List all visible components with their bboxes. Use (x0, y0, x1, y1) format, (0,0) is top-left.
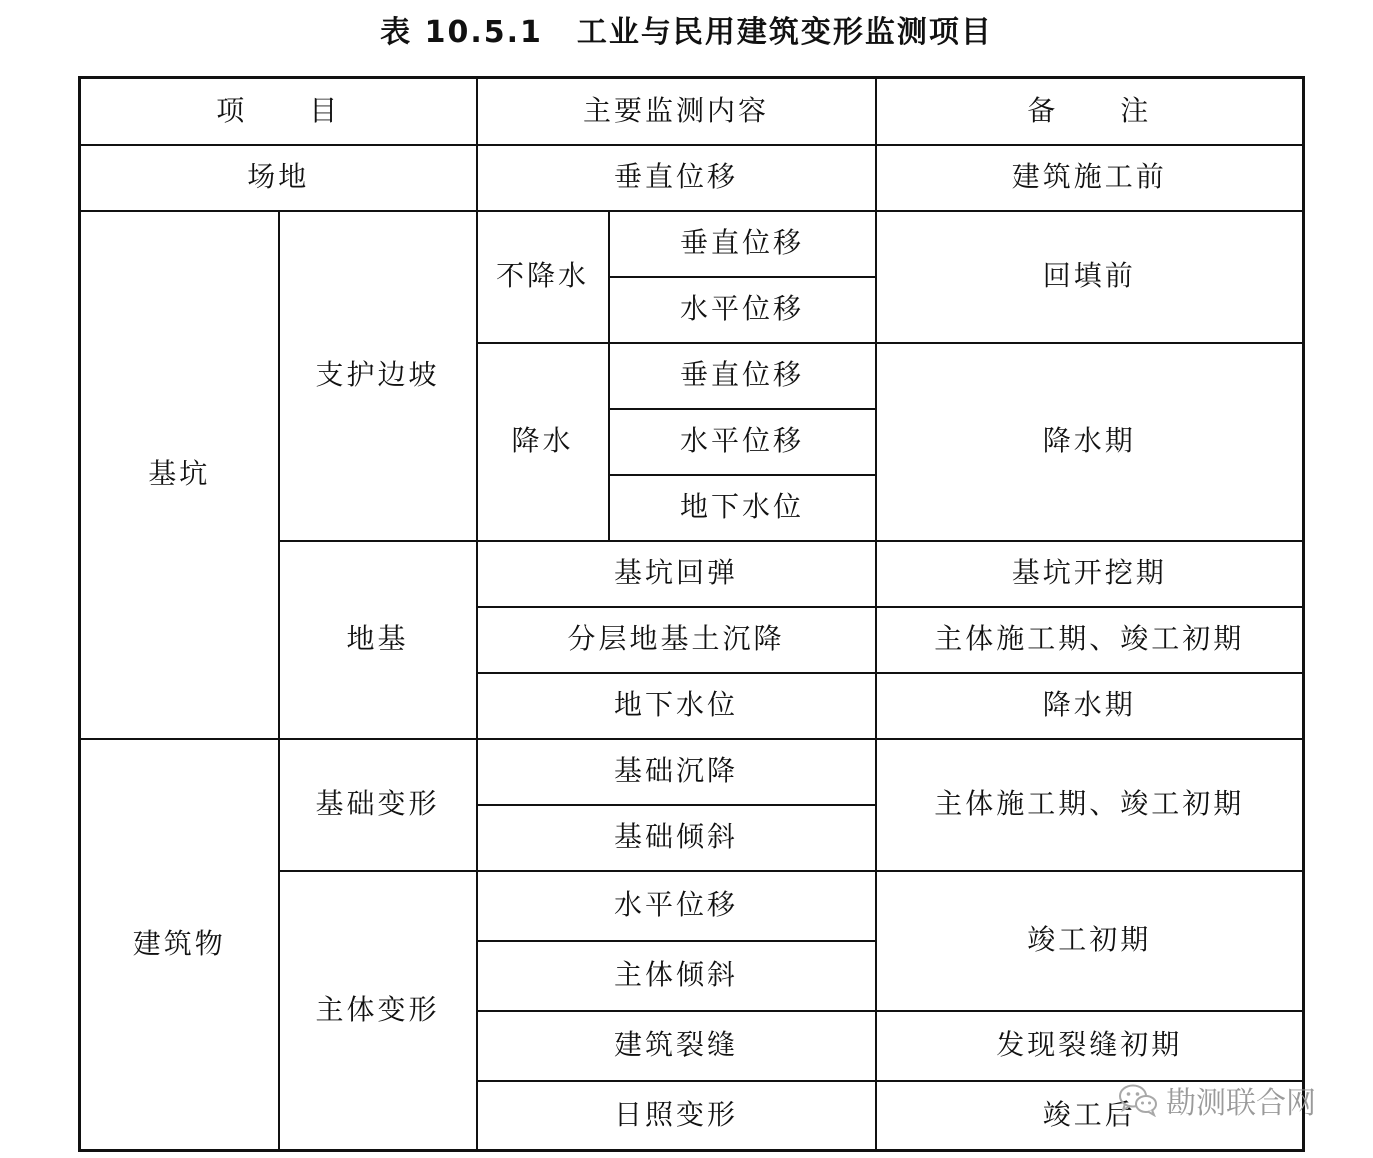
wechat-icon (1118, 1083, 1158, 1117)
main-deform-item: 主体倾斜 (477, 941, 876, 1011)
foundation-content: 分层地基土沉降 (477, 607, 876, 673)
foundation-label: 地基 (279, 541, 477, 739)
main-deform-item: 日照变形 (477, 1081, 876, 1151)
table-caption: 工业与民用建筑变形监测项目 (576, 15, 993, 50)
watermark-text: 勘测联合网 (1166, 1086, 1316, 1121)
table-title (0, 10, 1373, 56)
no-dewater-remark: 回填前 (876, 211, 1304, 343)
pit-label: 基坑 (80, 211, 279, 739)
table-row (80, 145, 1304, 211)
no-dewater-label: 不降水 (477, 211, 609, 343)
table-row (80, 739, 1304, 805)
dewater-label: 降水 (477, 343, 609, 541)
header-item: 项 目 (80, 78, 477, 145)
header-remark: 备 注 (876, 78, 1304, 145)
foundation-remark: 基坑开挖期 (876, 541, 1304, 607)
main-deform-item: 建筑裂缝 (477, 1011, 876, 1081)
watermark (1118, 1078, 1316, 1122)
base-deform-remark: 主体施工期、竣工初期 (876, 739, 1304, 871)
building-label: 建筑物 (80, 739, 279, 1151)
no-dewater-item: 水平位移 (609, 277, 876, 343)
header-content: 主要监测内容 (477, 78, 876, 145)
site-label: 场地 (80, 145, 477, 211)
slope-label: 支护边坡 (279, 211, 477, 541)
table-header-row (80, 78, 1304, 145)
dewater-item: 水平位移 (609, 409, 876, 475)
dewater-item: 垂直位移 (609, 343, 876, 409)
table-row (80, 211, 1304, 277)
foundation-remark: 降水期 (876, 673, 1304, 739)
main-deform-remark: 发现裂缝初期 (876, 1011, 1304, 1081)
monitoring-items-table (78, 76, 1305, 1152)
base-deform-item: 基础倾斜 (477, 805, 876, 871)
main-deform-remark: 竣工后 (876, 1081, 1304, 1151)
foundation-content: 地下水位 (477, 673, 876, 739)
site-remark: 建筑施工前 (876, 145, 1304, 211)
site-content: 垂直位移 (477, 145, 876, 211)
base-deform-label: 基础变形 (279, 739, 477, 871)
table-number: 表 10.5.1 (380, 15, 543, 50)
no-dewater-item: 垂直位移 (609, 211, 876, 277)
main-deform-label: 主体变形 (279, 871, 477, 1151)
dewater-remark: 降水期 (876, 343, 1304, 541)
foundation-content: 基坑回弹 (477, 541, 876, 607)
dewater-item: 地下水位 (609, 475, 876, 541)
base-deform-item: 基础沉降 (477, 739, 876, 805)
foundation-remark: 主体施工期、竣工初期 (876, 607, 1304, 673)
main-deform-remark: 竣工初期 (876, 871, 1304, 1011)
main-deform-item: 水平位移 (477, 871, 876, 941)
